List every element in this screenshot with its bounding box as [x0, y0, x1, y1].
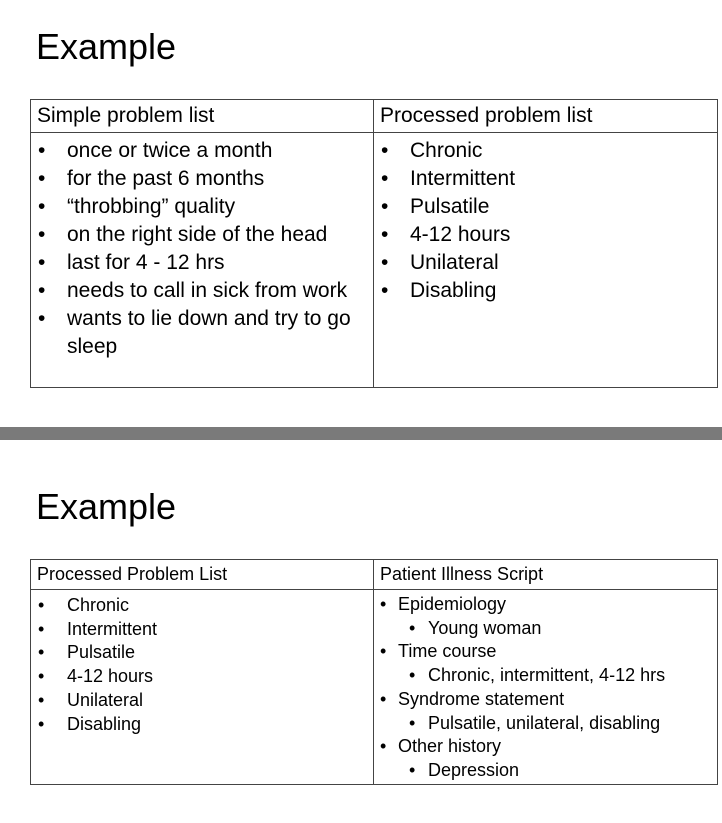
list-item [374, 137, 717, 165]
list-item [374, 193, 717, 221]
list-item-text: 4-12 hours [67, 666, 154, 687]
simple-problem-list-header: Simple problem list [31, 100, 374, 133]
bullet-icon: • [38, 713, 45, 734]
bullet-icon: • [38, 223, 46, 246]
processed-problem-list [374, 137, 717, 305]
list-item [31, 665, 373, 689]
bullet-icon: • [381, 279, 389, 302]
list-item [31, 713, 373, 737]
list-item-text: Intermittent [67, 618, 158, 639]
bullet-icon: • [380, 736, 387, 757]
list-item [31, 249, 373, 277]
bullet-icon: • [38, 689, 45, 710]
bullet-icon: • [380, 641, 387, 662]
bullet-icon: • [38, 618, 45, 639]
list-item [31, 277, 373, 305]
list-item [31, 221, 373, 249]
list-item-text: wants to lie down and try to go sleep [67, 307, 351, 358]
script-category-label: Other history [398, 736, 502, 757]
bullet-icon: • [38, 642, 45, 663]
list-item-text: Chronic [410, 139, 483, 162]
list-item-text: 4-12 hours [410, 223, 511, 246]
bullet-icon: • [381, 223, 389, 246]
script-category-label: Epidemiology [398, 594, 507, 614]
list-item [31, 618, 373, 642]
bullet-icon: • [409, 665, 416, 686]
bullet-icon: • [380, 688, 387, 709]
bullet-icon: • [38, 167, 46, 190]
script-detail [374, 712, 717, 736]
script-category-label: Time course [398, 641, 497, 662]
script-detail [374, 759, 717, 783]
bullet-icon: • [381, 167, 389, 190]
patient-illness-script-header: Patient Illness Script [374, 560, 718, 590]
simple-problem-list-cell [31, 133, 374, 388]
script-detail-text: Depression [428, 759, 520, 780]
list-item [31, 165, 373, 193]
list-item-text: Intermittent [410, 167, 516, 190]
processed-problem-list [31, 594, 373, 736]
list-item-text: needs to call in sick from work [67, 279, 348, 302]
bullet-icon: • [409, 712, 416, 733]
list-item [31, 689, 373, 713]
list-item-text: Pulsatile [410, 195, 490, 218]
processed-problem-list-cell [374, 133, 718, 388]
list-item-text: “throbbing” quality [67, 195, 236, 218]
list-item-text: once or twice a month [67, 139, 273, 162]
simple-problem-list [31, 137, 373, 361]
bullet-icon: • [409, 617, 416, 638]
processed-problem-list-header: Processed Problem List [31, 560, 374, 590]
list-item-text: Disabling [410, 279, 497, 302]
slide-2-title: Example [36, 486, 177, 527]
processed-problem-list-cell [31, 590, 374, 785]
table-header-row [31, 100, 718, 133]
bullet-icon: • [38, 195, 46, 218]
list-item [31, 641, 373, 665]
bullet-icon: • [381, 139, 389, 162]
script-category [374, 640, 717, 664]
bullet-icon: • [381, 251, 389, 274]
list-item-text: last for 4 - 12 hrs [67, 251, 225, 274]
bullet-icon: • [38, 251, 46, 274]
script-category [374, 593, 717, 617]
script-detail-text: Pulsatile, unilateral, disabling [428, 712, 661, 733]
bullet-icon: • [38, 666, 45, 687]
script-detail [374, 617, 717, 641]
list-item-text: Unilateral [67, 689, 144, 710]
processed-problem-list-header: Processed problem list [374, 100, 718, 133]
list-item-text: Disabling [67, 713, 142, 734]
script-category [374, 688, 717, 712]
bullet-icon: • [409, 759, 416, 780]
slide-2-table [30, 559, 718, 785]
bullet-icon: • [381, 195, 389, 218]
slide-separator [0, 427, 722, 440]
table-row [31, 590, 718, 785]
list-item-text: Pulsatile [67, 642, 136, 663]
bullet-icon: • [380, 594, 387, 614]
list-item [31, 193, 373, 221]
table-header-row [31, 560, 718, 590]
patient-illness-script-cell [374, 590, 718, 785]
list-item [31, 594, 373, 618]
list-item-text: on the right side of the head [67, 223, 328, 246]
list-item-text: Unilateral [410, 251, 499, 274]
bullet-icon: • [38, 307, 46, 330]
list-item [374, 249, 717, 277]
list-item [31, 305, 373, 361]
list-item-text: Chronic [67, 595, 130, 615]
script-detail [374, 664, 717, 688]
list-item [374, 165, 717, 193]
patient-illness-script [374, 593, 717, 783]
table-row [31, 133, 718, 388]
list-item [374, 277, 717, 305]
bullet-icon: • [38, 279, 46, 302]
bullet-icon: • [38, 139, 46, 162]
bullet-icon: • [38, 595, 45, 615]
script-category [374, 735, 717, 759]
script-detail-text: Young woman [428, 617, 542, 638]
list-item [31, 137, 373, 165]
script-detail-text: Chronic, intermittent, 4-12 hrs [428, 665, 666, 686]
script-category-label: Syndrome statement [398, 688, 565, 709]
slide-1-title: Example [36, 26, 177, 67]
list-item [374, 221, 717, 249]
slide-1-table [30, 99, 718, 388]
list-item-text: for the past 6 months [67, 167, 265, 190]
slide-2 [0, 440, 722, 823]
